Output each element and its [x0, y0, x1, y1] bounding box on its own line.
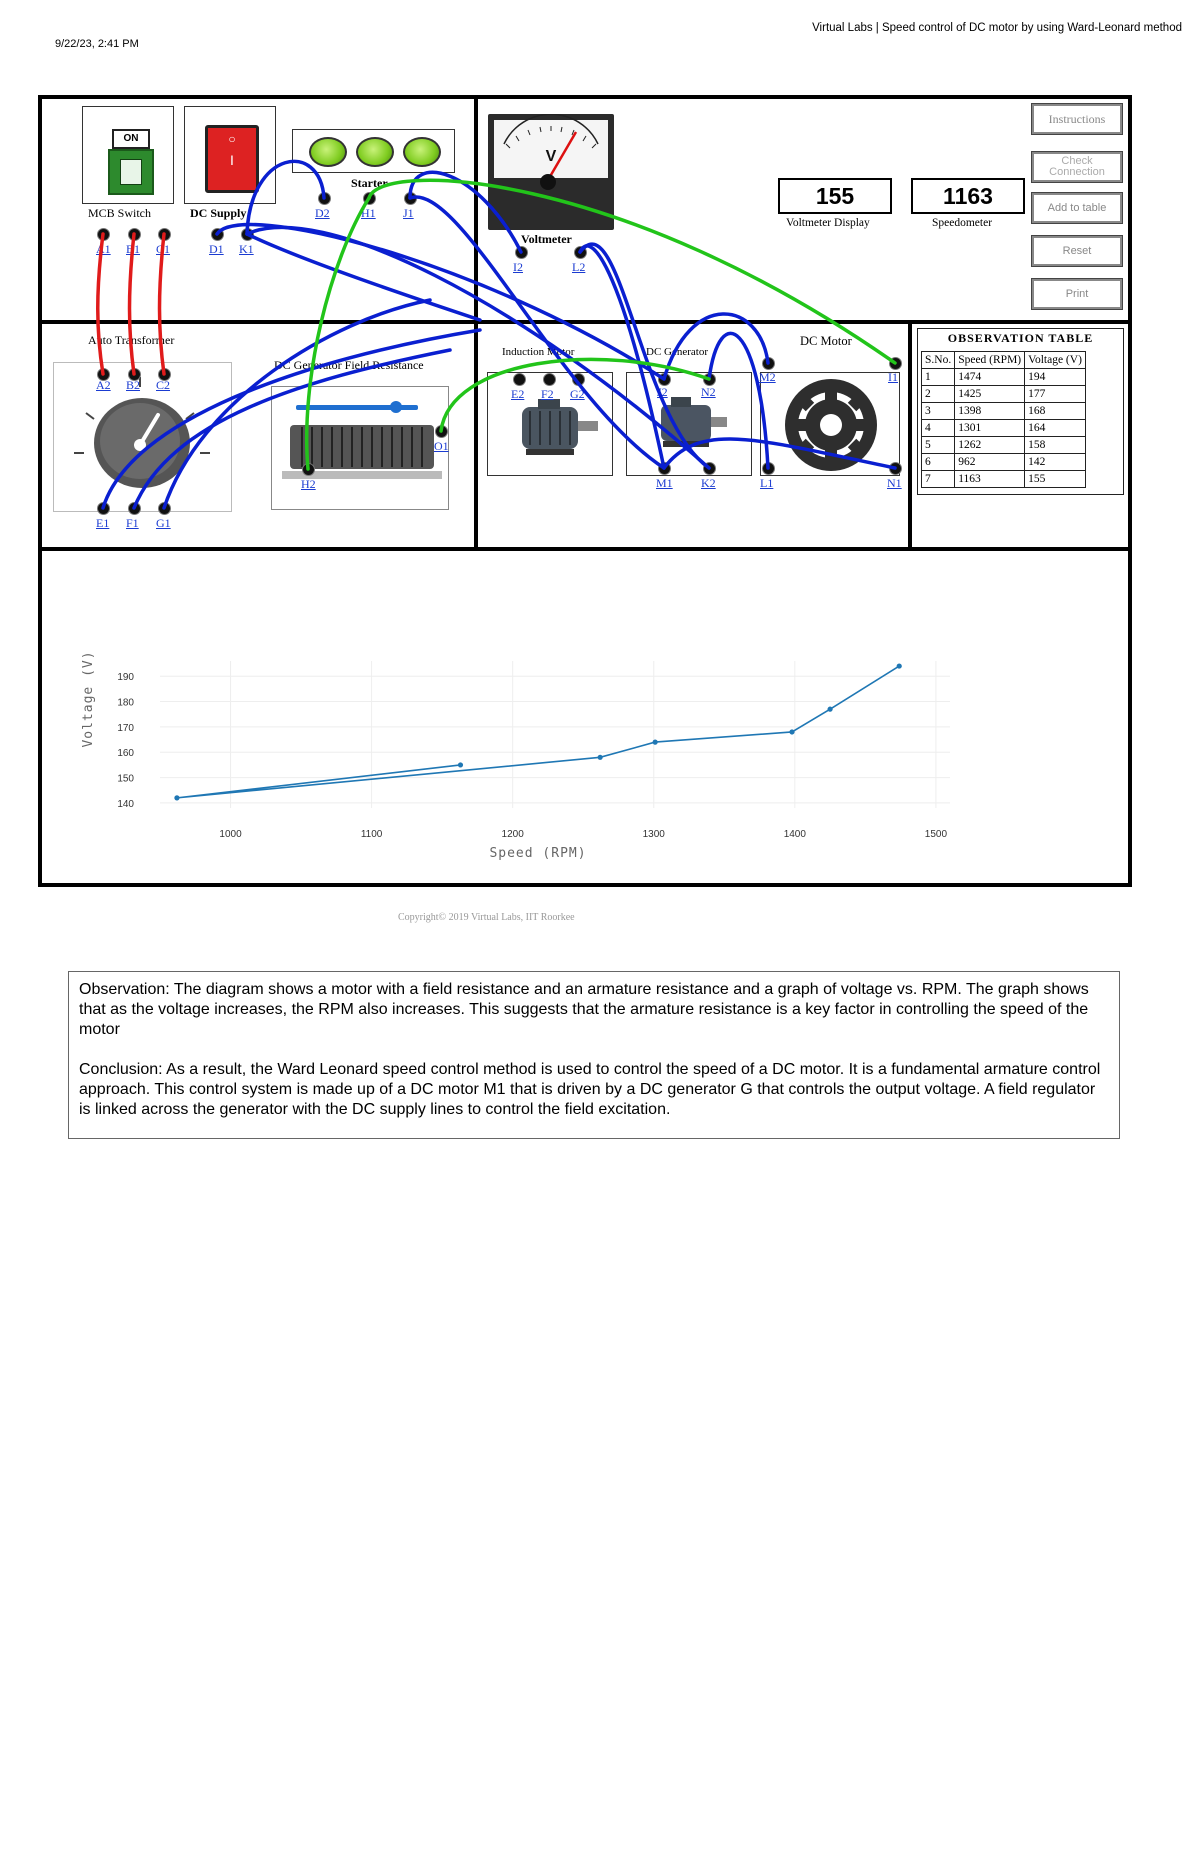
y-tick-label: 170 — [117, 722, 134, 734]
speedometer-caption: Speedometer — [932, 217, 993, 229]
conclusion-text: Conclusion: As a result, the Ward Leonard speed control method is used to control the speed of a DC motor. It is a fundamental armature control approach. This control system is made up of a DC motor M1 that is driven by a DC generator G that controls the output voltage. A field regulator is linked across the generator with the DC supply lines to control the field excitation. — [79, 1061, 1101, 1118]
data-point[interactable] — [458, 762, 463, 767]
starter-label: Starter — [351, 176, 388, 190]
wire-d1-j2[interactable] — [217, 225, 664, 379]
cell-voltage: 168 — [1025, 403, 1086, 420]
wire-m1-n1[interactable] — [664, 439, 895, 468]
observation-table-title: OBSERVATION TABLE — [947, 331, 1094, 345]
x-tick-label: 1100 — [360, 829, 383, 840]
field-resistance-label: DC Generator Field Resistance — [274, 358, 424, 372]
terminal-label-i2: I2 — [513, 260, 523, 274]
terminal-label-i1: I1 — [888, 370, 898, 384]
terminal-label-j1: J1 — [403, 206, 414, 220]
observation-text: Observation: The diagram shows a motor with a field resistance and an armature resistance and a graph of voltage vs. RPM. The graph shows that as the voltage increases, the RPM also increases. This suggests that the armature resistance is a key factor in controlling the speed of the motor — [79, 981, 1089, 1038]
cell-speed: 1301 — [955, 420, 1025, 437]
cell-speed: 1262 — [955, 437, 1025, 454]
x-axis-label: Speed (RPM) — [489, 846, 587, 861]
data-point[interactable] — [789, 729, 794, 734]
dc-generator-label: DC Generator — [646, 346, 709, 358]
data-point[interactable] — [598, 755, 603, 760]
voltmeter-symbol: V — [545, 148, 557, 165]
speedometer-display: 1163 — [911, 178, 1025, 214]
cell-voltage: 164 — [1025, 420, 1086, 437]
print-page-title: Virtual Labs | Speed control of DC motor by using Ward-Leonard method — [812, 22, 1182, 34]
y-tick-label: 150 — [117, 773, 134, 785]
column-header-sno: S.No. — [922, 352, 955, 369]
cell-voltage: 142 — [1025, 454, 1086, 471]
column-header-voltage: Voltage (V) — [1025, 352, 1086, 369]
cell-speed: 1425 — [955, 386, 1025, 403]
cell-voltage: 155 — [1025, 471, 1086, 488]
terminal-label-c2: C2 — [156, 378, 171, 392]
print-datetime: 9/22/23, 2:41 PM — [55, 38, 139, 50]
terminal-label-b2: B2 — [126, 378, 141, 392]
data-point[interactable] — [897, 663, 902, 668]
wire-c1-c2[interactable] — [160, 234, 165, 374]
x-tick-label: 1300 — [642, 829, 665, 840]
cell-sno: 5 — [922, 437, 955, 454]
data-point[interactable] — [174, 795, 179, 800]
cell-sno: 6 — [922, 454, 955, 471]
terminal-label-n2: N2 — [701, 385, 716, 399]
cell-speed: 1398 — [955, 403, 1025, 420]
print-button[interactable]: Print — [1032, 279, 1122, 309]
check-connection-button[interactable]: Check Connection — [1032, 152, 1122, 182]
voltmeter-label: Voltmeter — [521, 232, 572, 246]
terminal-label-f2: F2 — [541, 387, 554, 401]
terminal-label-d2: D2 — [315, 206, 330, 220]
mcb-on-indicator: ON — [112, 129, 150, 149]
terminal-label-f1: F1 — [126, 516, 139, 530]
y-tick-label: 160 — [117, 748, 134, 760]
dc-supply-rocker: ○ I — [205, 125, 259, 193]
wire-n2-l1[interactable] — [709, 333, 768, 468]
cell-speed: 1163 — [955, 471, 1025, 488]
copyright: Copyright© 2019 Virtual Labs, IIT Roorkee — [398, 912, 575, 923]
terminal-label-a2: A2 — [96, 378, 111, 392]
terminal-label-c1: C1 — [156, 242, 171, 256]
cell-voltage: 194 — [1025, 369, 1086, 386]
cell-speed: 1474 — [955, 369, 1025, 386]
cell-sno: 1 — [922, 369, 955, 386]
terminal-label-h2: H2 — [301, 477, 316, 491]
x-tick-label: 1400 — [783, 829, 806, 840]
x-tick-label: 1200 — [501, 829, 524, 840]
wire-a1-a2[interactable] — [98, 234, 103, 374]
wire-j1-i2[interactable] — [410, 172, 521, 252]
voltmeter-display-caption: Voltmeter Display — [786, 217, 870, 229]
y-tick-label: 180 — [117, 697, 134, 709]
terminal-label-n1: N1 — [887, 476, 902, 490]
instructions-button[interactable]: Instructions — [1032, 104, 1122, 134]
y-tick-label: 190 — [117, 672, 134, 684]
voltage-speed-chart — [40, 551, 1130, 885]
terminal-label-d1: D1 — [209, 242, 224, 256]
cell-sno: 3 — [922, 403, 955, 420]
notes-box — [68, 971, 1120, 1139]
dc-motor-label: DC Motor — [800, 334, 852, 348]
terminal-label-g2: G2 — [570, 387, 585, 401]
terminal-label-k1: K1 — [239, 242, 254, 256]
auto-transformer-label: Auto Transformer — [88, 333, 175, 347]
mcb-switch-label: MCB Switch — [88, 206, 152, 220]
terminal-label-j2: J2 — [657, 385, 668, 399]
y-tick-label: 140 — [117, 798, 134, 810]
terminal-label-a1: A1 — [96, 242, 111, 256]
voltmeter-display: 155 — [778, 178, 892, 214]
wire-k1-panel[interactable] — [247, 234, 480, 320]
terminal-label-e2: E2 — [511, 387, 525, 401]
wire-g1[interactable] — [164, 300, 430, 508]
terminal-label-l2: L2 — [572, 260, 586, 274]
terminal-label-m1: M1 — [656, 476, 673, 490]
wire-b1-b2[interactable] — [130, 234, 135, 374]
x-tick-label: 1500 — [924, 829, 948, 840]
x-tick-label: 1000 — [219, 829, 242, 840]
add-to-table-button[interactable]: Add to table — [1032, 193, 1122, 223]
cell-voltage: 158 — [1025, 437, 1086, 454]
wire-j1-m1[interactable] — [410, 197, 664, 468]
induction-motor-label: Induction Motor — [502, 346, 575, 358]
data-point[interactable] — [827, 707, 832, 712]
cell-sno: 4 — [922, 420, 955, 437]
cell-speed: 962 — [955, 454, 1025, 471]
terminal-label-h1: H1 — [361, 206, 376, 220]
wire-l2-k2[interactable] — [580, 244, 709, 468]
reset-button[interactable]: Reset — [1032, 236, 1122, 266]
cell-voltage: 177 — [1025, 386, 1086, 403]
cell-sno: 7 — [922, 471, 955, 488]
dc-supply-label: DC Supply — [190, 206, 247, 220]
terminal-label-g1: G1 — [156, 516, 171, 530]
terminal-label-e1: E1 — [96, 516, 110, 530]
terminal-label-k2: K2 — [701, 476, 716, 490]
terminal-label-b1: B1 — [126, 242, 141, 256]
wire-o1-n2[interactable] — [441, 359, 709, 431]
cell-sno: 2 — [922, 386, 955, 403]
terminal-label-o1: O1 — [434, 439, 449, 453]
data-point[interactable] — [653, 740, 658, 745]
column-header-speed: Speed (RPM) — [955, 352, 1025, 369]
terminal-label-l1: L1 — [760, 476, 774, 490]
terminal-label-m2: M2 — [759, 370, 776, 384]
y-axis-label: Voltage (V) — [81, 650, 96, 748]
